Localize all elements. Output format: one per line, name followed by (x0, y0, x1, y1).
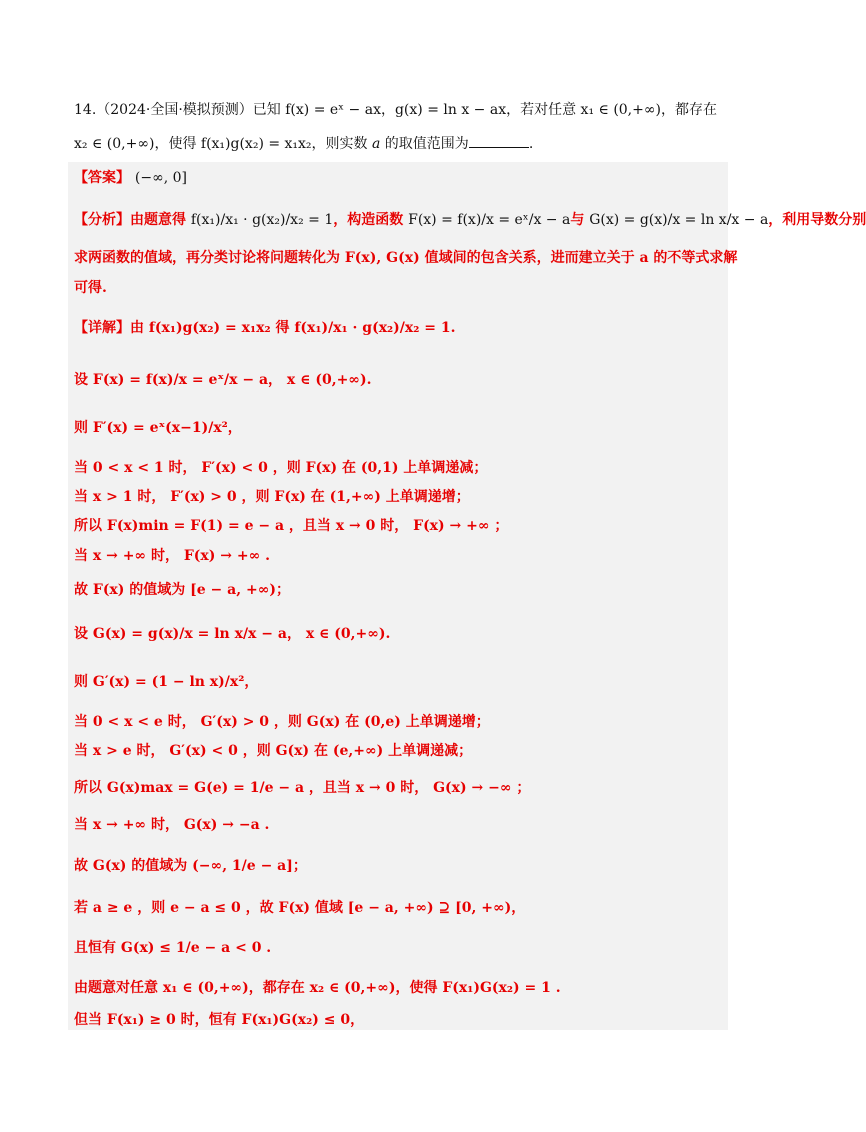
detail-row-1 (74, 370, 371, 390)
detail-row-0 (74, 318, 456, 338)
analysis-text-2: ，构造函数 (333, 212, 404, 228)
detail-row-17 (74, 978, 561, 998)
detail-line: 故 G(x) 的值域为 (−∞, 1/e − a]； (74, 858, 307, 874)
detail-row-2 (74, 418, 242, 438)
detail-row-12 (74, 778, 530, 798)
answer-value: (−∞, 0] (134, 170, 187, 186)
analysis-label: 【分析】 (74, 212, 130, 228)
detail-row-16 (74, 938, 271, 958)
detail-row-13 (74, 815, 269, 835)
detail-line: 当 x > e 时， G′(x) < 0 ，则 G(x) 在 (e,+∞) 上单调递减； (74, 743, 473, 759)
detail-row-10 (74, 712, 490, 732)
detail-line: 故 F(x) 的值域为 [e − a, +∞)； (74, 582, 291, 598)
analysis-line-3: 可得. (74, 280, 107, 296)
detail-line: 设 F(x) = f(x)/x = eˣ/x − a， x ∈ (0,+∞). (74, 372, 372, 388)
detail-line: 当 x → +∞ 时， F(x) → +∞ . (74, 548, 270, 564)
detail-row-8 (74, 624, 390, 644)
detail-line: 所以 F(x)min = F(1) = e − a ，且当 x → 0 时， F(x) → +∞ ； (74, 518, 509, 534)
detail-line: 且恒有 G(x) ≤ 1/e − a < 0 . (74, 940, 272, 956)
detail-line: 则 G′(x) = (1 − ln x)/x²， (74, 674, 259, 690)
analysis-text-4: ，利用导数分别 (768, 212, 866, 228)
analysis-row-1 (74, 210, 866, 230)
detail-line: 但当 F(x₁) ≥ 0 时，恒有 F(x₁)G(x₂) ≤ 0， (74, 1012, 365, 1028)
detail-row-7 (74, 580, 290, 600)
question-var-a: a (372, 136, 381, 152)
question-text-2b: 的取值范围为 (380, 136, 469, 152)
detail-row-3 (74, 458, 487, 478)
question-text-2a: x₂ ∈ (0,+∞)，使得 f(x₁)g(x₂) = x₁x₂，则实数 (74, 136, 372, 152)
answer-label: 【答案】 (74, 170, 130, 186)
detail-line: 由题意对任意 x₁ ∈ (0,+∞)，都存在 x₂ ∈ (0,+∞)，使得 F(x₁)G(x₂) = 1 . (74, 980, 561, 996)
question-line-2 (74, 133, 533, 154)
detail-line: 所以 G(x)max = G(e) = 1/e − a ，且当 x → 0 时， G(x) → −∞ ； (74, 780, 531, 796)
detail-line: 当 0 < x < e 时， G′(x) > 0 ，则 G(x) 在 (0,e) 上单调递增； (74, 714, 490, 730)
answer-row (74, 168, 187, 188)
analysis-text-1: 由题意得 (130, 212, 186, 228)
detail-line: 当 0 < x < 1 时， F′(x) < 0 ，则 F(x) 在 (0,1) 上单调递减； (74, 460, 488, 476)
detail-row-15 (74, 898, 525, 918)
detail-row-11 (74, 741, 472, 761)
detail-row-18 (74, 1010, 364, 1030)
detail-row-5 (74, 516, 508, 536)
analysis-math-2: F(x) = f(x)/x = eˣ/x − a (408, 212, 571, 228)
detail-row-6 (74, 546, 270, 566)
detail-row-9 (74, 672, 258, 692)
detail-line: 由 f(x₁)g(x₂) = x₁x₂ 得 f(x₁)/x₁ · g(x₂)/x₂ = 1. (130, 320, 456, 336)
detail-label: 【详解】 (74, 320, 130, 336)
analysis-line-2: 求两函数的值域，再分类讨论将问题转化为 F(x), G(x) 值域间的包含关系，进而建立关于 a 的不等式求解 (74, 250, 738, 266)
detail-row-14 (74, 856, 307, 876)
analysis-math-1: f(x₁)/x₁ · g(x₂)/x₂ = 1 (190, 212, 334, 228)
answer-blank (469, 133, 529, 148)
analysis-text-3: 与 (570, 212, 585, 228)
detail-line: 当 x > 1 时， F′(x) > 0 ，则 F(x) 在 (1,+∞) 上单调递增； (74, 489, 470, 505)
analysis-row-3 (74, 278, 107, 298)
analysis-row-2 (74, 248, 737, 268)
analysis-math-3: G(x) = g(x)/x = ln x/x − a (589, 212, 769, 228)
question-text-1: 14.（2024·全国·模拟预测）已知 f(x) = eˣ − ax，g(x) = ln x − ax，若对任意 x₁ ∈ (0,+∞)，都存在 (74, 102, 717, 118)
detail-row-4 (74, 487, 470, 507)
detail-line: 当 x → +∞ 时， G(x) → −a . (74, 817, 270, 833)
question-end: . (528, 136, 534, 152)
question-line-1 (74, 100, 717, 120)
detail-line: 则 F′(x) = eˣ(x−1)/x²， (74, 420, 242, 436)
detail-line: 若 a ≥ e ，则 e − a ≤ 0 ，故 F(x) 值域 [e − a, +∞) ⊇ [0, +∞)， (74, 900, 526, 916)
detail-line: 设 G(x) = g(x)/x = ln x/x − a， x ∈ (0,+∞). (74, 626, 391, 642)
